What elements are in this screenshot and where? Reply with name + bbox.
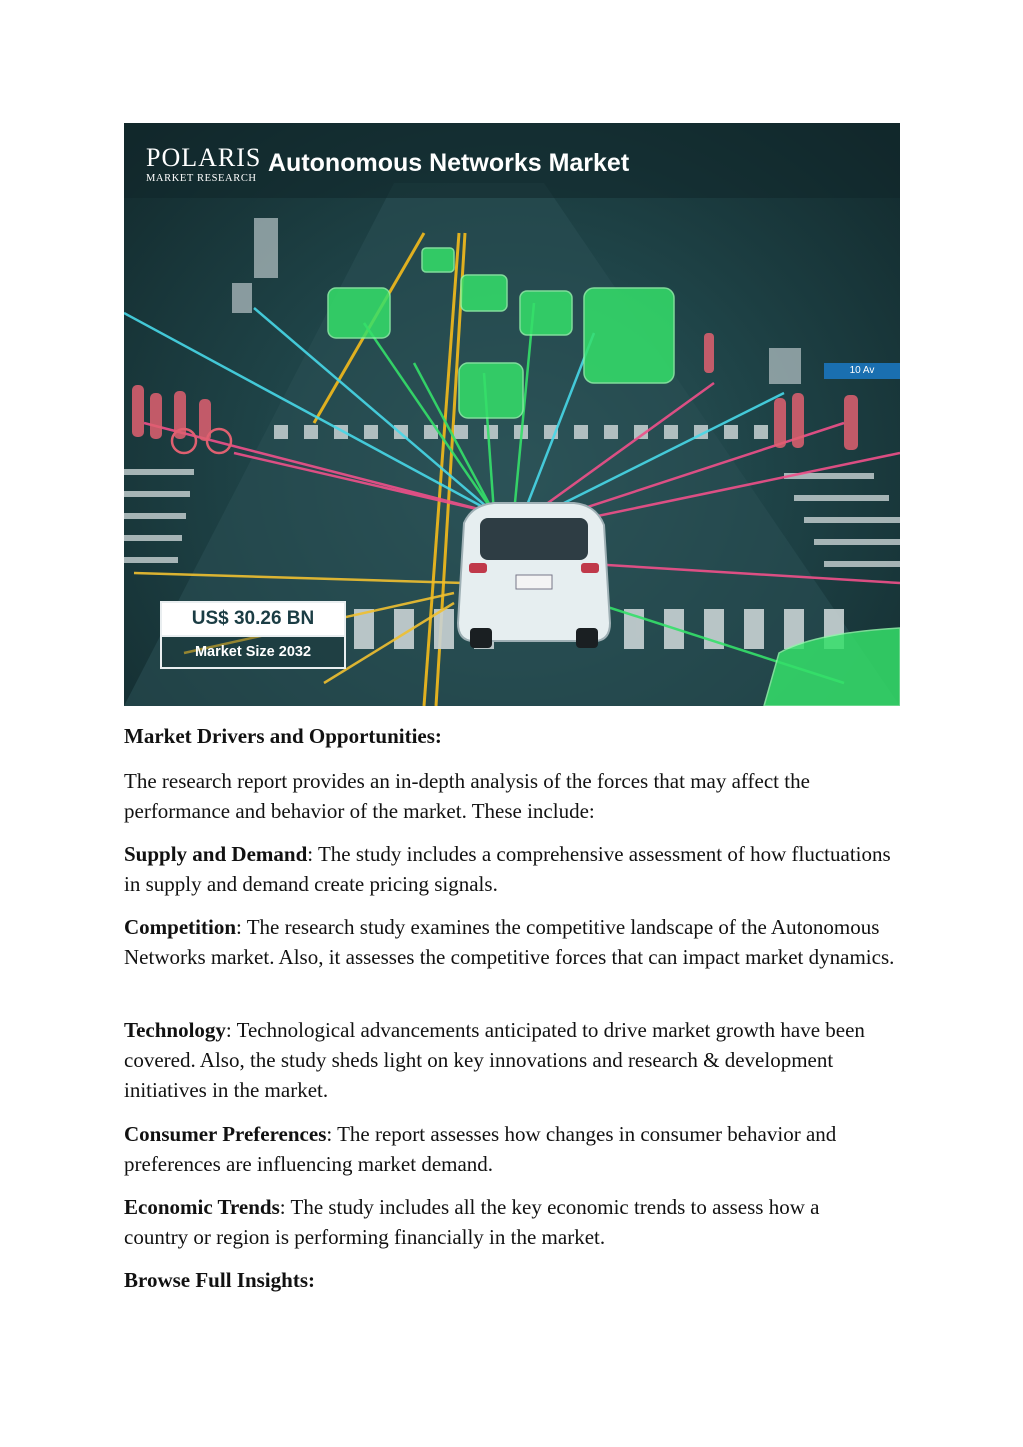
item-economic-trends bbox=[124, 1192, 884, 1252]
market-size-box bbox=[160, 601, 346, 669]
item-text: : The research study examines the competitive landscape of the Autonomous Networks market. Also, it assesses the competitive forces that can impact market dynamics. bbox=[124, 915, 895, 969]
item-text: : Technological advancements anticipated to drive market growth have been covered. Also, the study sheds light on key innovations and research & development initiatives in the market. bbox=[124, 1018, 865, 1102]
item-text: : The study includes a comprehensive assessment of how fluctuations in supply and demand create pricing signals. bbox=[124, 842, 891, 896]
intro-paragraph: The research report provides an in-depth analysis of the forces that may affect the performance and behavior of the market. These include: bbox=[124, 769, 810, 823]
item-supply-demand bbox=[124, 839, 904, 899]
browse-insights-heading: Browse Full Insights: bbox=[124, 1268, 315, 1292]
logo-subtitle: MARKET RESEARCH bbox=[146, 173, 257, 184]
market-size-value: US$ 30.26 BN bbox=[160, 601, 346, 637]
item-term: Supply and Demand bbox=[124, 842, 308, 866]
item-competition bbox=[124, 912, 914, 972]
logo-wordmark: POLARIS bbox=[146, 143, 262, 172]
item-term: Economic Trends bbox=[124, 1195, 280, 1219]
item-term: Consumer Preferences bbox=[124, 1122, 327, 1146]
item-term: Technology bbox=[124, 1018, 226, 1042]
item-technology bbox=[124, 1015, 904, 1105]
item-consumer-preferences bbox=[124, 1119, 914, 1179]
document-page bbox=[124, 123, 900, 706]
market-size-label: Market Size 2032 bbox=[160, 637, 346, 669]
banner-title: Autonomous Networks Market bbox=[268, 149, 630, 177]
item-term: Competition bbox=[124, 915, 236, 939]
item-text: : The study includes all the key economic trends to assess how a country or region is performing financially in the market. bbox=[124, 1195, 820, 1249]
polaris-logo bbox=[146, 145, 261, 184]
street-sign: 10 Av bbox=[824, 363, 900, 379]
item-text: : The report assesses how changes in consumer behavior and preferences are influencing market demand. bbox=[124, 1122, 837, 1176]
market-banner-image bbox=[124, 123, 900, 706]
section-heading: Market Drivers and Opportunities: bbox=[124, 724, 442, 748]
